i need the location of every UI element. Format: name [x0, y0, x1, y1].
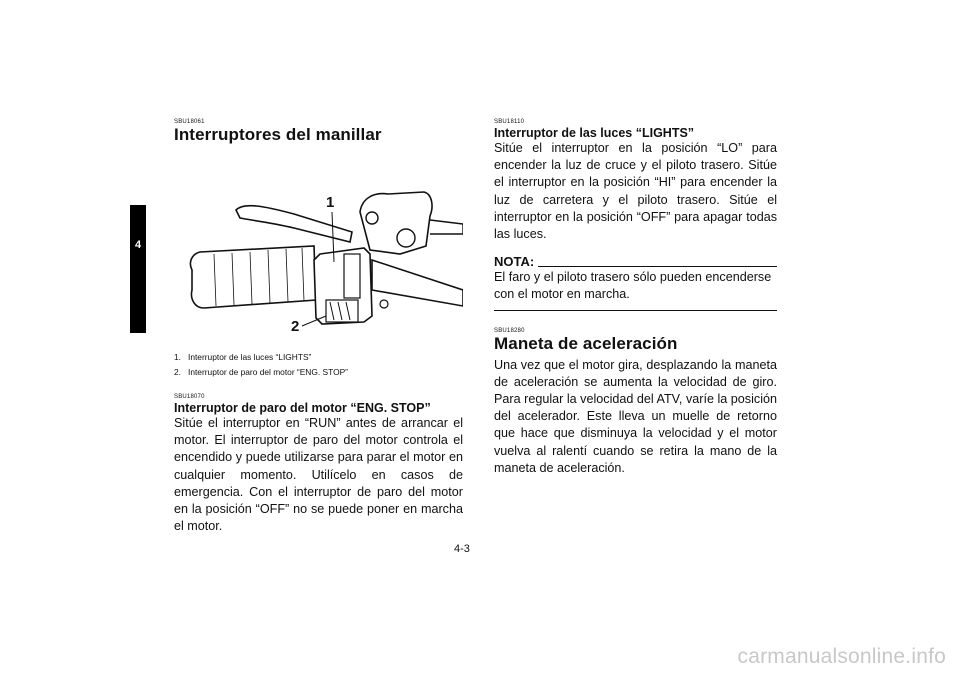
- callout-1: 1: [326, 194, 335, 211]
- section-code: SBU18110: [494, 119, 525, 125]
- section-heading: Interruptor de paro del motor “ENG. STOP”: [174, 401, 431, 415]
- figure-captions: [174, 350, 463, 379]
- left-column: [174, 118, 463, 535]
- handlebar-switch-figure: [174, 150, 463, 340]
- caption-text: Interruptor de las luces “LIGHTS”: [188, 352, 312, 362]
- page-number: 4-3: [454, 543, 470, 555]
- section-throttle: [494, 327, 777, 477]
- caption-item: [174, 350, 463, 365]
- section-body: Sitúe el interruptor en la posición “LO” para encender la luz de cruce y el piloto trasero. Sitúe el interruptor en la posición “HI” para encender la luz de carretera y el piloto trasero. Sitúe el interruptor en la posición “OFF” para apagar todas las luces.: [494, 141, 777, 242]
- nota-label: NOTA:: [494, 254, 535, 270]
- section-eng-stop: [174, 393, 463, 535]
- section-heading: Interruptor de las luces “LIGHTS”: [494, 126, 695, 140]
- nota-rule: [538, 266, 777, 267]
- chapter-number: 4: [134, 239, 142, 251]
- caption-number: 1.: [174, 352, 181, 362]
- callout-2: 2: [291, 318, 300, 335]
- section-body: Sitúe el interruptor en “RUN” antes de arrancar el motor. El interruptor de paro del motor controla el encendido y puede utilizarse para parar el motor en cualquier momento. Utilícelo en casos de emergencia. Con el interruptor de paro del motor en la posición “OFF” no se puede poner en marcha el motor.: [174, 416, 463, 534]
- chapter-tab: [130, 205, 146, 333]
- section-code: SBU18061: [174, 119, 205, 125]
- handlebar-illustration: [174, 150, 463, 340]
- watermark: carmanualsonline.info: [737, 645, 946, 668]
- nota-header: [494, 255, 777, 269]
- right-column: [494, 118, 777, 477]
- section-code: SBU18070: [174, 394, 205, 400]
- section-title: Maneta de aceleración: [494, 333, 678, 353]
- section-lights: [494, 118, 777, 243]
- caption-text: Interruptor de paro del motor “ENG. STOP”: [188, 366, 348, 377]
- nota-end-rule: [494, 310, 777, 311]
- section-code: SBU18280: [494, 327, 525, 334]
- caption-number: 2.: [174, 366, 181, 377]
- section-body: Una vez que el motor gira, desplazando la maneta de aceleración se aumenta la velocidad de giro. Para regular la velocidad del ATV, varíe la posición del acelerador. Este lleva un muelle de retorno que hace que disminuya la velocidad y el motor vuelva al ralentí cuando se retira la mano de la maneta de aceleración.: [494, 357, 777, 475]
- caption-item: [174, 365, 463, 380]
- nota-text: El faro y el piloto trasero sólo pueden encenderse con el motor en marcha.: [494, 270, 772, 302]
- section-title: Interruptores del manillar: [174, 125, 382, 144]
- nota-box: [494, 255, 777, 310]
